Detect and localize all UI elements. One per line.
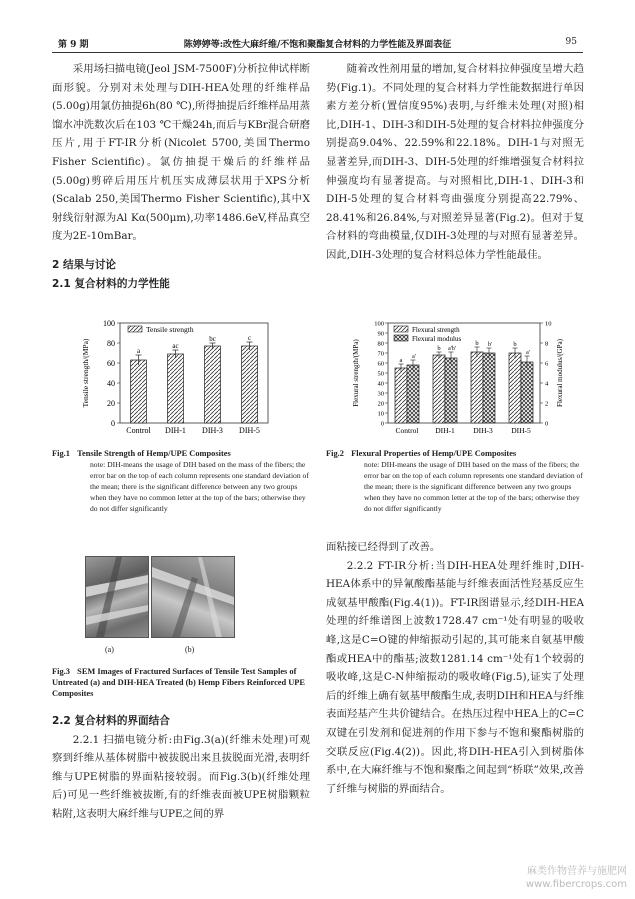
sem-image-treated: [151, 556, 235, 638]
fig2-sig-letter-strength: b: [475, 340, 479, 347]
fig3-title: SEM Images of Fractured Surfaces of Tensile Test Samples of Untreated (a) and DIH-HEA Treated (b) Hemp Fibers Reinforced UPE Composites: [52, 667, 306, 698]
fig1-xtick-label: DIH-1: [165, 426, 186, 435]
fig2-ytick-label: 30: [377, 390, 384, 398]
fig2-ytick-label: 100: [374, 320, 384, 328]
fig2-legend-label-strength: Flexural strength: [412, 326, 460, 334]
fig1-ytick-label: 40: [107, 379, 115, 388]
subsection-heading: 2.1 复合材料的力学性能: [52, 277, 170, 290]
fig2-ytick-label: 90: [377, 330, 384, 338]
fig1-note: note: DIH-means the usage of DIH based on the mass of the fibers; the error bar on the top of each column represents one standard deviation of the mean; there is the significant difference between any two groups when they have no common letter at the top of the bars; otherwise they do not differ significantly: [90, 460, 309, 513]
fig2-y2tick-label: 4: [545, 380, 549, 388]
fig2-sig-letter-modulus: b': [487, 342, 493, 348]
fig1-legend-label: Tensile strength: [146, 325, 194, 334]
section-heading: 2 结果与讨论: [52, 258, 117, 271]
fig2-y2tick-label: 10: [545, 320, 552, 328]
fig1-caption: [52, 448, 310, 514]
fig1-ytick-label: 60: [107, 359, 115, 368]
fig2-ytick-label: 50: [377, 370, 384, 378]
fig1-xtick-label: Control: [126, 426, 151, 435]
fig1-title: Tensile Strength of Hemp/UPE Composites: [77, 449, 231, 458]
fig2-bar-modulus: [521, 362, 533, 423]
fig1-ytick-label: 100: [103, 319, 115, 328]
fig3-label: Fig.3: [52, 667, 70, 676]
fig1-legend-swatch: [128, 326, 142, 332]
sem-image-untreated: [85, 556, 149, 638]
results-paragraph: 随着改性剂用量的增加,复合材料拉伸强度呈增大趋势(Fig.1)。不同处理的复合材料力学性能数据进行单因素方差分析(置信度95%)表明,与纤维未处理(对照)相比,DIH-1、DIH-3和DIH-5处理的复合材料拉伸强度分别提高9.04%、22.59%和22.18%。DIH-1与对照无显著差异,而DIH-3、DIH-5处理的纤维增强复合材料拉伸强度均有显著提高。与对照相比,DIH-1、DIH-3和DIH-5处理的复合材料弯曲强度分别提高22.79%、28.41%和26.84%,与对照差异显著(Fig.2)。但对于复合材料的弯曲模量,仅DIH-3处理的与对照有显著差异。因此,DIH-3处理的复合材料总体力学性能最佳。: [326, 63, 584, 261]
fig2-y2tick-label: 8: [545, 340, 549, 348]
fig2-legend-swatch-strength: [394, 326, 408, 332]
fig3-label-b: (b): [185, 645, 195, 654]
fig2-bar-strength: [395, 368, 407, 423]
right-column-top: [326, 60, 584, 265]
fig2-sig-letter-modulus: a'b': [448, 346, 456, 352]
watermark: [526, 865, 627, 891]
fig2-xtick-label: Control: [395, 426, 419, 435]
fig2-chart: [350, 315, 575, 445]
fig2-xtick-label: DIH-3: [473, 426, 493, 435]
continuation-text: 面粘接已经得到了改善。: [326, 541, 441, 553]
fig2-title: Flexural Properties of Hemp/UPE Composites: [351, 449, 517, 458]
fig1-sig-letter: bc: [209, 335, 216, 343]
fig2-ytick-label: 20: [377, 400, 384, 408]
fig2-bar-modulus: [445, 358, 457, 423]
fig2-sig-letter-modulus: a': [412, 354, 416, 360]
fig2-sig-letter-modulus: a': [526, 350, 530, 356]
fig2-ytick-label: 0: [380, 420, 384, 428]
left-column-bottom: [52, 712, 310, 824]
fig3-label-a: (a): [105, 645, 114, 654]
fig3-caption: [52, 666, 310, 699]
fig1-bar: [131, 360, 147, 423]
fig2-y2tick-label: 0: [545, 420, 549, 428]
fig1-sig-letter: a: [136, 347, 141, 355]
fig2-ytick-label: 10: [377, 410, 384, 418]
fig1-sig-letter: c: [247, 334, 252, 342]
fig1-bar: [168, 354, 184, 423]
fig2-caption: [326, 448, 584, 514]
fig2-label: Fig.2: [326, 449, 344, 458]
fig1-bar: [205, 346, 221, 423]
fig2-bar-modulus: [483, 353, 495, 423]
page-number: 95: [565, 37, 577, 47]
fig2-sig-letter-strength: b: [513, 341, 517, 348]
fig1-bar: [242, 346, 258, 423]
fig2-ylabel: Flexural strength/(MPa): [352, 339, 360, 407]
issue-number: 第 9 期: [58, 40, 89, 50]
fig1-sig-letter: ac: [172, 342, 179, 350]
ftir-analysis-paragraph: 2.2.2 FT-IR分析:当DIH-HEA处理纤维时,DIH-HEA体系中的异氰酸酯基能与纤维表面活性羟基反应生成氨基甲酸酯(Fig.4(1))。FT-IR图谱显示,经DIH-HEA处理的纤维谱图上波数1728.47 cm⁻¹处有明显的吸收峰,这是C=O键的伸缩振动引起的,其可能来自氨基甲酸酯或HEA中的酯基;波数1281.14 cm⁻¹处有1个较弱的吸收峰,这是C-N伸缩振动的吸收峰(Fig.5),证实了处理后的纤维上确有氨基甲酸酯生成,表明DIH和HEA与纤维表面羟基产生共价键结合。在热压过程中HEA上的C=C双键在引发剂和促进剂的作用下参与不饱和聚酯树脂的交联反应(Fig.4(2))。因此,将DIH-HEA引入到树脂体系中,在大麻纤维与不饱和聚酯之间起到“桥联”效果,改善了纤维与树脂的界面结合。: [326, 559, 584, 795]
fig2-y2tick-label: 6: [545, 360, 549, 368]
fig2-legend-swatch-modulus: [394, 335, 408, 341]
fig1-xtick-label: DIH-3: [202, 426, 223, 435]
fig2-legend-label-modulus: Flexural modulus: [412, 335, 462, 343]
watermark-line2: www.fibercrops.com: [525, 879, 627, 890]
fig2-bar-modulus: [407, 365, 419, 423]
running-header: [52, 36, 583, 53]
right-column-bottom: [326, 538, 584, 798]
methods-paragraph: 采用场扫描电镜(Jeol JSM-7500F)分析拉伸试样断面形貌。分别对未处理与DIH-HEA处理的纤维样品(5.00g)用氯仿抽提6h(80 ℃),所得抽提后纤维样品用蒸馏水冲洗数次后在103 ℃干燥24h,而后与KBr混合研磨压片,用于FT-IR分析(Nicolet 5700,美国Thermo Fisher Scientific)。氯仿抽提干燥后的纤维样品(5.00g)剪碎后用压片机压实成薄层状用于XPS分析(Scalab 250,美国Thermo Fisher Scientific),其中X射线衍射源为Al Kα(500μm),功率1486.6eV,样品真空度为2E-10mBar。: [52, 63, 310, 243]
fig2-xtick-label: DIH-5: [511, 426, 531, 435]
fig1-xtick-label: DIH-5: [239, 426, 260, 435]
watermark-line1: 麻类作物营养与施肥网: [527, 866, 627, 877]
fig2-bar-strength: [509, 353, 521, 423]
fig2-y2tick-label: 2: [545, 400, 549, 408]
fig2-sig-letter-strength: b: [437, 345, 441, 352]
fig2-y2label: Flexural modulus/(GPa): [556, 339, 564, 407]
sem-analysis-paragraph: 2.2.1 扫描电镜分析:由Fig.3(a)(纤维未处理)可观察到纤维从基体树脂中被拔脱出来且拔脱面光滑,表明纤维与UPE树脂的界面粘接较弱。而Fig.3(b)(纤维处理后)可见一些纤维被拔断,有的纤维表面被UPE树脂颗粒粘附,这表明大麻纤维与UPE之间的界: [52, 733, 310, 820]
fig2-note: note: DIH-means the usage of DIH based on the mass of the fibers; the error bar on the top of each column represents one standard deviation of the mean; there is the significant difference between any two groups when they have no common letter at the top of the bars; otherwise they do not differ significantly: [364, 460, 583, 513]
subsection-heading-2-2: 2.2 复合材料的界面结合: [52, 715, 170, 727]
fig2-ytick-label: 60: [377, 360, 384, 368]
left-column-top: [52, 60, 310, 293]
fig1-label: Fig.1: [52, 449, 70, 458]
fig1-ytick-label: 20: [107, 399, 115, 408]
fig2-sig-letter-strength: a: [399, 357, 403, 364]
fig2-ytick-label: 80: [377, 340, 384, 348]
running-title: 陈婷婷等:改性大麻纤维/不饱和聚酯复合材料的力学性能及界面表征: [183, 40, 452, 50]
fig2-xtick-label: DIH-1: [435, 426, 455, 435]
fig1-ylabel: Tensile strength/(MPa): [81, 338, 90, 408]
fig2-ytick-label: 70: [377, 350, 384, 358]
fig1-ytick-label: 0: [111, 419, 115, 428]
fig1-chart: [78, 315, 278, 445]
fig1-ytick-label: 80: [107, 339, 115, 348]
fig2-bar-strength: [433, 355, 445, 423]
fig2-ytick-label: 40: [377, 380, 384, 388]
fig2-bar-strength: [471, 352, 483, 423]
